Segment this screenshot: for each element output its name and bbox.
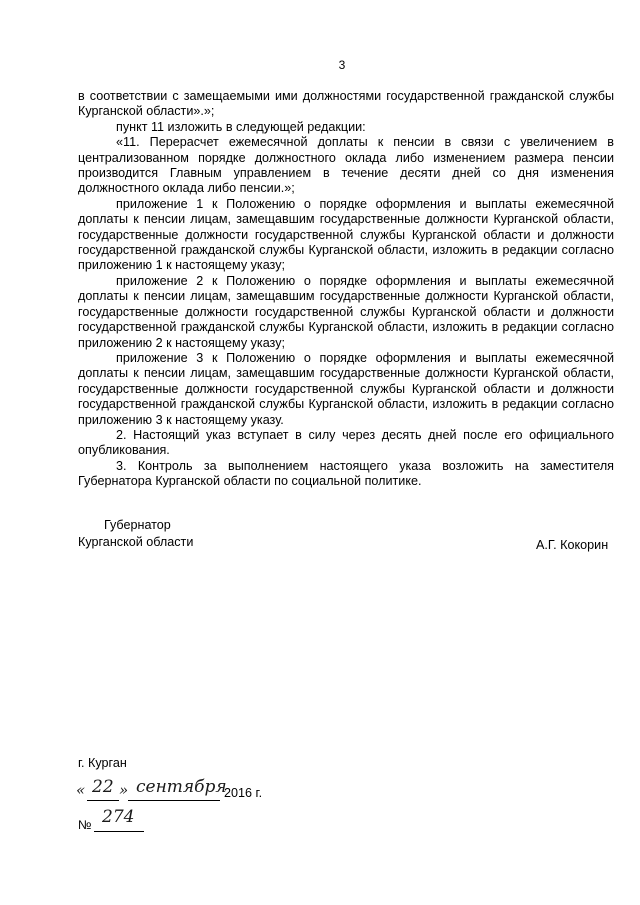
city-label: г. Курган	[78, 756, 127, 770]
date-open-quote: «	[76, 781, 86, 799]
day-underline	[87, 800, 119, 801]
date-day: 22	[92, 777, 114, 797]
date-year: 2016 г.	[224, 786, 263, 800]
signatory-region: Курганской области	[78, 535, 194, 549]
signing-date	[76, 777, 316, 806]
document-body	[78, 89, 614, 490]
paragraph: пункт 11 изложить в следующей редакции:	[116, 119, 366, 134]
number-underline	[94, 831, 144, 832]
paragraph: 3. Контроль за выполнением настоящего указа возложить на заместителя Губернатора Курганской области по социальной политике.	[78, 458, 614, 489]
page-number: 3	[338, 58, 346, 72]
paragraph: 2. Настоящий указ вступает в силу через десять дней после его официального опубликования.	[78, 427, 614, 458]
paragraph: приложение 3 к Положению о порядке оформления и выплаты ежемесячной доплаты к пенсии лицам, замещавшим государственные должности Курганской области, государственные должности государственной службы Курганской области и должности государственной гражданской службы Курганской области, изложить в редакции согласно приложению 3 к настоящему указу.	[78, 350, 614, 427]
document-number	[78, 807, 198, 838]
date-close-quote: »	[119, 781, 129, 799]
paragraph: приложение 2 к Положению о порядке оформления и выплаты ежемесячной доплаты к пенсии лицам, замещавшим государственные должности Курганской области, государственные должности государственной службы Курганской области и должности государственной гражданской службы Курганской области, изложить в редакции согласно приложению 2 к настоящему указу;	[78, 273, 614, 350]
date-month: сентября	[136, 777, 227, 797]
number-value: 274	[102, 807, 135, 827]
paragraph: приложение 1 к Положению о порядке оформления и выплаты ежемесячной доплаты к пенсии лицам, замещавшим государственные должности Курганской области, государственные должности государственной службы Курганской области и должности государственной гражданской службы Курганской области, изложить в редакции согласно приложению 1 к настоящему указу;	[78, 196, 614, 273]
signatory-title: Губернатор	[104, 518, 171, 532]
paragraph: в соответствии с замещаемыми ими должностями государственной гражданской службы Курганской области».»;	[78, 89, 614, 119]
number-label: №	[78, 818, 92, 832]
month-underline	[128, 800, 220, 801]
signatory-name: А.Г. Кокорин	[536, 538, 609, 552]
paragraph: «11. Перерасчет ежемесячной доплаты к пенсии в связи с увеличением в централизованном порядке должностного оклада либо изменением размера пенсии производится Главным управлением в течение десяти дней со дня изменения должностного оклада либо пенсии.»;	[78, 135, 614, 196]
